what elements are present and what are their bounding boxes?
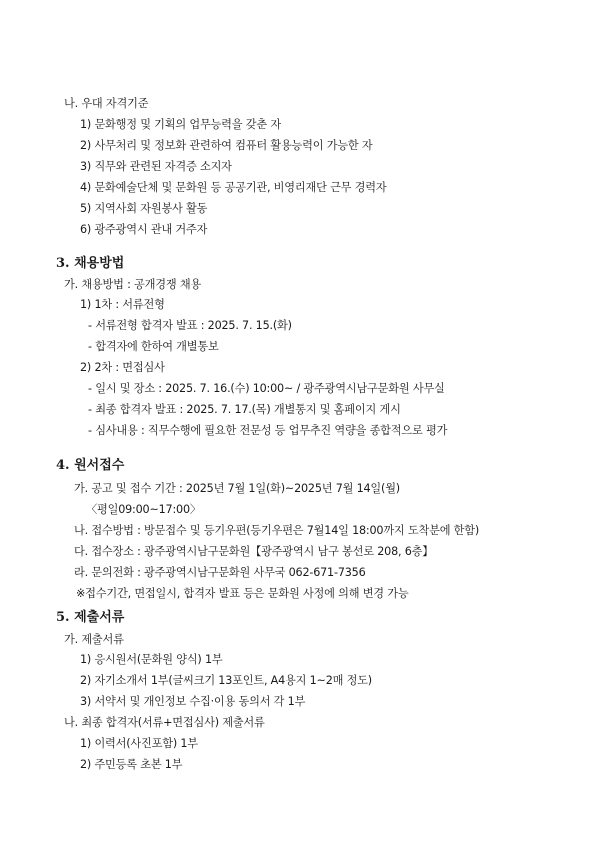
preferential-item: 3) 직무와 관련된 자격증 소지자 [80,160,232,173]
doc-item: 3) 서약서 및 개인정보 수집·이용 동의서 각 1부 [80,695,306,708]
application-method: 나. 접수방법 : 방문접수 및 등기우편(등기우편은 7월14일 18:00까지 도착분에 한함) [74,524,480,537]
preferential-item: 1) 문화행정 및 기획의 업무능력을 갖춘 자 [80,118,281,131]
preferential-item: 6) 광주광역시 관내 거주자 [80,223,208,236]
hiring-method: 가. 채용방법 : 공개경쟁 채용 [64,278,202,291]
final-doc-item: 1) 이력서(사진포함) 1부 [80,737,198,750]
section4-title: 4. 원서접수 [56,458,125,473]
application-hours: 〈평일09:00~17:00〉 [86,503,201,516]
contact-phone: 라. 문의전화 : 광주광역시남구문화원 사무국 062-671-7356 [74,566,366,579]
round1-item: - 합격자에 한하여 개별통보 [88,340,219,353]
round1-label: 1) 1차 : 서류전형 [80,298,165,311]
round2-item: - 일시 및 장소 : 2025. 7. 16.(수) 10:00~ / 광주광역시남구문화원 사무실 [88,382,445,395]
preferential-item: 4) 문화예술단체 및 문화원 등 공공기관, 비영리재단 근무 경력자 [80,181,387,194]
doc-item: 2) 자기소개서 1부(글씨크기 13포인트, A4용지 1~2매 정도) [80,674,372,687]
final-doc-item: 2) 주민등록 초본 1부 [80,758,183,771]
docs-heading: 가. 제출서류 [64,633,124,646]
application-period: 가. 공고 및 접수 기간 : 2025년 7월 1일(화)~2025년 7월 14일(월) [74,482,400,495]
schedule-note: ※접수기간, 면접일시, 합격자 발표 등은 문화원 사정에 의해 변경 가능 [76,587,409,600]
final-docs-heading: 나. 최종 합격자(서류+면접심사) 제출서류 [64,716,265,729]
section5-title: 5. 제출서류 [56,610,125,625]
round2-item: - 최종 합격자 발표 : 2025. 7. 17.(목) 개별통지 및 홈페이지 게시 [88,403,401,416]
preferential-heading: 나. 우대 자격기준 [64,97,149,110]
doc-item: 1) 응시원서(문화원 양식) 1부 [80,653,223,666]
round2-label: 2) 2차 : 면접심사 [80,361,165,374]
section3-title: 3. 채용방법 [56,256,125,271]
preferential-item: 2) 사무처리 및 정보화 관련하여 컴퓨터 활용능력이 가능한 자 [80,139,373,152]
preferential-item: 5) 지역사회 자원봉사 활동 [80,202,208,215]
round1-item: - 서류전형 합격자 발표 : 2025. 7. 15.(화) [88,319,292,332]
application-place: 다. 접수장소 : 광주광역시남구문화원【광주광역시 남구 봉선로 208, 6층】 [74,545,434,558]
round2-item: - 심사내용 : 직무수행에 필요한 전문성 등 업무추진 역량을 종합적으로 평가 [88,424,448,437]
